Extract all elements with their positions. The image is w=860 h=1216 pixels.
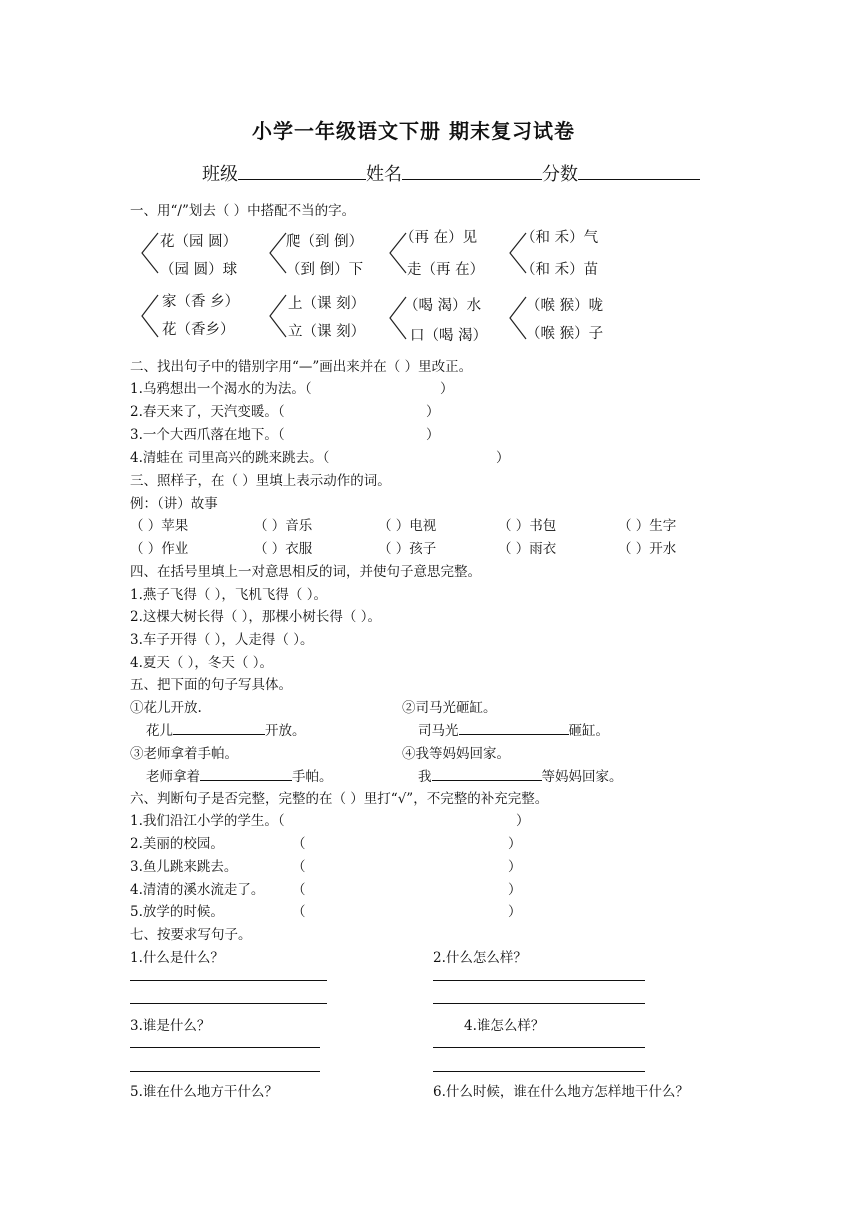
match-item: （喉 猴）咙 (526, 298, 604, 314)
class-blank[interactable] (238, 161, 366, 180)
s3-example: 例：（讲）故事 (130, 496, 218, 512)
s5-a-sentence: ①花儿开放. (130, 700, 202, 716)
s6-item-2: 2.美丽的校园。 (130, 836, 224, 852)
brace-icon (138, 291, 162, 341)
s3-cell: （ ）衣服 (254, 541, 313, 557)
s6-item-4: 4.清清的溪水流走了。 (130, 882, 265, 898)
s2-close: ） (496, 450, 510, 466)
match-item: （到 倒）下 (286, 262, 364, 278)
s5-d-post: 等妈妈回家。 (541, 769, 623, 785)
s6-close: ） (508, 882, 522, 898)
s5-c-blank[interactable] (200, 765, 292, 781)
match-item: 家（香 乡） (162, 294, 240, 310)
s4-item-1: 1.燕子飞得（ ），飞机飞得（ ）。 (130, 587, 327, 603)
s3-cell: （ ）生字 (618, 518, 677, 534)
s7-q4: 4.谁怎么样？ (464, 1018, 545, 1034)
s2-item-4: 4.清蛙在 司里高兴的跳来跳去。（ (130, 450, 330, 466)
s3-cell: （ ）书包 (498, 518, 557, 534)
s6-open: （ (292, 882, 306, 898)
match-item: 花（香乡） (162, 322, 235, 338)
class-label: 班级 (202, 164, 238, 185)
answer-line[interactable] (130, 1003, 327, 1004)
s5-b-sentence: ②司马光砸缸。 (402, 700, 497, 716)
s5-d-blank[interactable] (432, 765, 542, 781)
s5-d-fill (418, 765, 623, 785)
s2-item-3: 3.一个大西爪落在地下。（ (130, 427, 285, 443)
name-label: 姓名 (366, 164, 402, 185)
s5-c-fill (146, 765, 333, 785)
score-blank[interactable] (578, 161, 700, 180)
match-item: （喉 猴）子 (526, 326, 604, 342)
s6-open: （ (292, 836, 306, 852)
s5-a-blank[interactable] (173, 719, 265, 735)
section-6-heading: 六、判断句子是否完整，完整的在（ ）里打“√”，不完整的补充完整。 (130, 791, 549, 807)
s7-q6: 6.什么时候，谁在什么地方怎样地干什么？ (433, 1084, 689, 1100)
score-label: 分数 (542, 164, 578, 185)
s5-c-pre: 老师拿着 (146, 769, 200, 785)
s7-q2: 2.什么怎么样？ (433, 950, 527, 966)
s5-a-post: 开放。 (265, 723, 306, 739)
s3-cell: （ ）音乐 (254, 518, 313, 534)
brace-icon (266, 291, 290, 341)
section-5-heading: 五、把下面的句子写具体。 (130, 677, 292, 693)
match-item: 立（课 刻） (288, 324, 366, 340)
s5-b-post: 砸缸。 (568, 723, 609, 739)
s6-close: ） (508, 904, 522, 920)
match-item: （和 禾）气 (521, 230, 599, 246)
s6-item-3: 3.鱼儿跳来跳去。 (130, 859, 238, 875)
s7-q5: 5.谁在什么地方干什么？ (130, 1084, 278, 1100)
match-item: 爬（到 倒） (286, 234, 364, 250)
s2-item-2: 2.春天来了，天汽变暖。（ (130, 404, 285, 420)
s3-cell: （ ）雨衣 (498, 541, 557, 557)
s6-item-1: 1.我们沿江小学的学生。（ (130, 813, 285, 829)
answer-line[interactable] (433, 1003, 645, 1004)
s4-item-2: 2.这棵大树长得（ ），那棵小树长得（ ）。 (130, 609, 381, 625)
match-item: （和 禾）苗 (521, 262, 599, 278)
match-item: 口（喝 渴） (410, 328, 488, 344)
s7-q3: 3.谁是什么？ (130, 1018, 211, 1034)
s5-a-fill (146, 719, 306, 739)
s3-cell: （ ）开水 (618, 541, 677, 557)
s2-close: ） (426, 427, 440, 443)
s6-close: ） (508, 859, 522, 875)
student-info-row (202, 160, 700, 186)
s7-q1: 1.什么是什么？ (130, 950, 224, 966)
s2-close: ） (426, 404, 440, 420)
s3-cell: （ ）作业 (130, 541, 189, 557)
s3-cell: （ ）孩子 (378, 541, 437, 557)
s3-cell: （ ）电视 (378, 518, 437, 534)
name-blank[interactable] (402, 161, 542, 180)
s5-c-post: 手帕。 (292, 769, 333, 785)
s5-a-pre: 花儿 (146, 723, 173, 739)
s5-c-sentence: ③老师拿着手帕。 (130, 746, 238, 762)
answer-line[interactable] (130, 1047, 320, 1048)
answer-line[interactable] (130, 1071, 320, 1072)
s6-open: （ (292, 859, 306, 875)
match-item: （再 在）见 (400, 230, 478, 246)
s5-d-pre: 我 (418, 769, 432, 785)
section-7-heading: 七、按要求写句子。 (130, 927, 252, 943)
s4-item-4: 4.夏天（ ），冬天（ ）。 (130, 655, 273, 671)
s5-b-blank[interactable] (459, 719, 569, 735)
answer-line[interactable] (433, 1071, 645, 1072)
s5-b-pre: 司马光 (418, 723, 459, 739)
s6-close: ） (516, 813, 530, 829)
page-title: 小学一年级语文下册 期末复习试卷 (252, 119, 575, 143)
match-item: （喝 渴）水 (404, 298, 482, 314)
match-item: 上（课 刻） (288, 296, 366, 312)
s2-item-1: 1.乌鸦想出一个渴水的为法。（ (130, 381, 312, 397)
match-item: 走（再 在） (407, 262, 485, 278)
answer-line[interactable] (130, 980, 327, 981)
section-1-heading: 一、用“/”划去（ ）中搭配不当的字。 (130, 203, 356, 219)
s6-open: （ (292, 904, 306, 920)
answer-line[interactable] (433, 980, 645, 981)
s2-close: ） (440, 381, 454, 397)
section-3-heading: 三、照样子，在（ ）里填上表示动作的词。 (130, 473, 391, 489)
section-2-heading: 二、找出句子中的错别字用“—”画出来并在（ ）里改正。 (130, 359, 473, 375)
s5-d-sentence: ④我等妈妈回家。 (402, 746, 510, 762)
s4-item-3: 3.车子开得（ ），人走得（ ）。 (130, 632, 314, 648)
s6-close: ） (508, 836, 522, 852)
section-4-heading: 四、在括号里填上一对意思相反的词，并使句子意思完整。 (130, 564, 481, 580)
s3-cell: （ ）苹果 (130, 518, 189, 534)
s6-item-5: 5.放学的时候。 (130, 904, 224, 920)
match-item: （园 圆）球 (160, 262, 238, 278)
brace-icon (138, 229, 162, 277)
s5-b-fill (418, 719, 609, 739)
match-item: 花（园 圆） (160, 234, 238, 250)
answer-line[interactable] (433, 1047, 645, 1048)
